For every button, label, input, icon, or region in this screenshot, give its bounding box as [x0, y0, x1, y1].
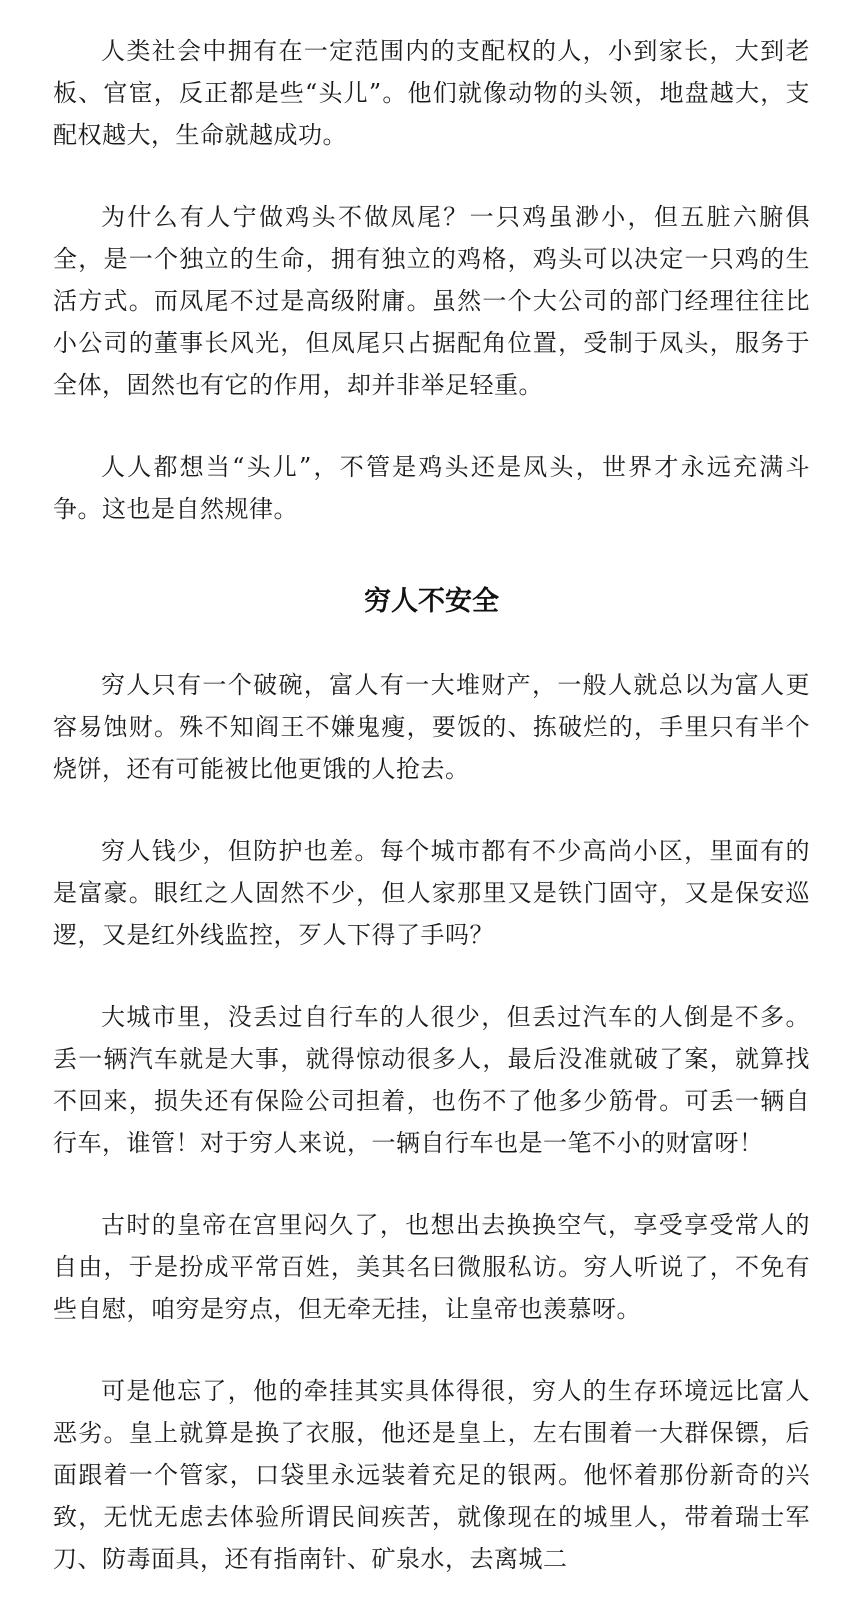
section-paragraph-1: 穷人只有一个破碗，富人有一大堆财产，一般人就总以为富人更容易蚀财。殊不知阎王不嫌鬼瘦，要饭的、拣破烂的，手里只有半个烧饼，还有可能被比他更饿的人抢去。 — [53, 671, 810, 783]
section-paragraph-5: 可是他忘了，他的牵挂其实具体得很，穷人的生存环境远比富人恶劣。皇上就算是换了衣服，他还是皇上，左右围着一大群保镖，后面跟着一个管家，口袋里永远装着充足的银两。他怀着那份新奇的兴致，无忧无虑去体验所谓民间疾苦，就像现在的城里人，带着瑞士军刀、防毒面具，还有指南针、矿泉水，去离城二 — [53, 1377, 810, 1573]
section-paragraph-3: 大城市里，没丢过自行车的人很少，但丢过汽车的人倒是不多。丢一辆汽车就是大事，就得惊动很多人，最后没准就破了案，就算找不回来，损失还有保险公司担着，也伤不了他多少筋骨。可丢一辆自行车，谁管！对于穷人来说，一辆自行车也是一笔不小的财富呀！ — [53, 1003, 810, 1157]
document-page — [53, 30, 810, 1620]
intro-paragraph-3: 人人都想当“头儿”，不管是鸡头还是凤头，世界才永远充满斗争。这也是自然规律。 — [53, 453, 810, 523]
intro-paragraph-2: 为什么有人宁做鸡头不做凤尾？一只鸡虽渺小，但五脏六腑俱全，是一个独立的生命，拥有独立的鸡格，鸡头可以决定一只鸡的生活方式。而凤尾不过是高级附庸。虽然一个大公司的部门经理往往比小公司的董事长风光，但凤尾只占据配角位置，受制于凤头，服务于全体，固然也有它的作用，却并非举足轻重。 — [53, 203, 810, 399]
section-paragraph-2: 穷人钱少，但防护也差。每个城市都有不少高尚小区，里面有的是富豪。眼红之人固然不少，但人家那里又是铁门固守，又是保安巡逻，又是红外线监控，歹人下得了手吗？ — [53, 837, 810, 949]
section-title: 穷人不安全 — [364, 586, 499, 617]
intro-paragraph-1: 人类社会中拥有在一定范围内的支配权的人，小到家长，大到老板、官宦，反正都是些“头儿”。他们就像动物的头领，地盘越大，支配权越大，生命就越成功。 — [53, 37, 810, 149]
section-paragraph-4: 古时的皇帝在宫里闷久了，也想出去换换空气，享受享受常人的自由，于是扮成平常百姓，美其名曰微服私访。穷人听说了，不免有些自慰，咱穷是穷点，但无牵无挂，让皇帝也羡慕呀。 — [53, 1211, 810, 1323]
